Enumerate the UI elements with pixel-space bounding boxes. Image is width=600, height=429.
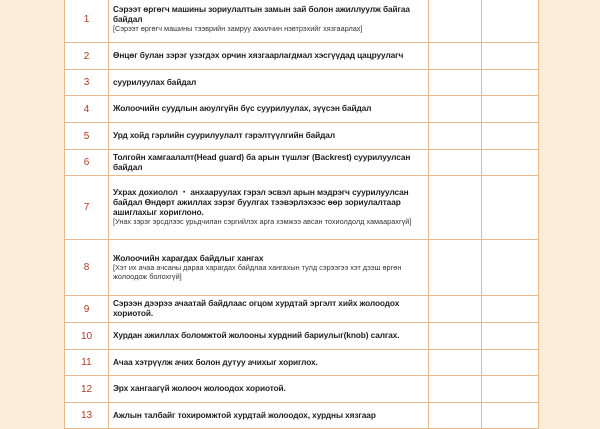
remark-cell[interactable] bbox=[482, 240, 539, 296]
item-description-cell bbox=[109, 350, 429, 376]
item-text: Хурдан ажиллах боломжтой жолооны хурдний бариулыг(knob) салгах. bbox=[113, 330, 400, 341]
item-description-cell bbox=[109, 43, 429, 70]
item-text: Урд хойд гэрлийн суурилуулалт гэрэлтүүлгийн байдал bbox=[113, 130, 335, 141]
item-description-cell bbox=[109, 240, 429, 296]
remark-cell[interactable] bbox=[482, 150, 539, 176]
item-text: Ажлын талбайг тохиромжтой хурдтай жолоодох, хурдны хязгаар bbox=[113, 409, 376, 420]
check-cell[interactable] bbox=[429, 350, 482, 376]
check-cell[interactable] bbox=[429, 0, 482, 43]
item-description-cell bbox=[109, 403, 429, 429]
item-description-cell bbox=[109, 176, 429, 240]
item-description-cell bbox=[109, 296, 429, 323]
item-description-cell bbox=[109, 123, 429, 150]
item-number: 6 bbox=[65, 150, 109, 176]
checklist-row bbox=[65, 296, 539, 323]
item-description-cell bbox=[109, 323, 429, 350]
remark-cell[interactable] bbox=[482, 376, 539, 403]
item-number: 11 bbox=[65, 350, 109, 376]
item-description-cell bbox=[109, 70, 429, 96]
check-cell[interactable] bbox=[429, 150, 482, 176]
check-cell[interactable] bbox=[429, 176, 482, 240]
item-number: 9 bbox=[65, 296, 109, 323]
remark-cell[interactable] bbox=[482, 350, 539, 376]
checklist-row bbox=[65, 403, 539, 429]
item-text: Сэрээт өргөгч машины зориулалтын замын зай болон ажиллуулж байгаа байдал bbox=[113, 3, 410, 24]
item-number: 10 bbox=[65, 323, 109, 350]
check-cell[interactable] bbox=[429, 96, 482, 123]
checklist-row bbox=[65, 96, 539, 123]
check-cell[interactable] bbox=[429, 376, 482, 403]
check-cell[interactable] bbox=[429, 323, 482, 350]
item-number: 8 bbox=[65, 240, 109, 296]
item-text: Эрх хангаагүй жолооч жолоодох хориотой. bbox=[113, 383, 286, 394]
item-description-cell bbox=[109, 0, 429, 43]
item-number: 4 bbox=[65, 96, 109, 123]
item-text: суурилуулах байдал bbox=[113, 76, 197, 87]
checklist-row bbox=[65, 43, 539, 70]
checklist-table bbox=[64, 0, 539, 429]
remark-cell[interactable] bbox=[482, 323, 539, 350]
item-number: 13 bbox=[65, 403, 109, 429]
checklist-row bbox=[65, 323, 539, 350]
item-number: 12 bbox=[65, 376, 109, 403]
checklist-row bbox=[65, 123, 539, 150]
check-cell[interactable] bbox=[429, 240, 482, 296]
item-text: Ухрах дохиолол ・ анхааруулах гэрэл эсвэл арын мэдрэгч суурилуулсан байдал Өндөрт ажиллах зэрэг буулгах тээвэрлэхээс өөр зориулалтаар ашиглахыг хориглоно. bbox=[113, 187, 409, 217]
item-number: 1 bbox=[65, 0, 109, 43]
remark-cell[interactable] bbox=[482, 296, 539, 323]
check-cell[interactable] bbox=[429, 43, 482, 70]
item-description-cell bbox=[109, 150, 429, 176]
check-cell[interactable] bbox=[429, 123, 482, 150]
remark-cell[interactable] bbox=[482, 0, 539, 43]
remark-cell[interactable] bbox=[482, 96, 539, 123]
item-note: [Хэт их ачаа ачсаны дараа харагдах байдлаа хангахын тулд сэрээгээ хэт дээш өргөн жолоодож болохгүй] bbox=[113, 263, 402, 281]
item-description-cell bbox=[109, 376, 429, 403]
remark-cell[interactable] bbox=[482, 403, 539, 429]
item-description-cell bbox=[109, 96, 429, 123]
checklist-row bbox=[65, 350, 539, 376]
item-text: Ачаа хэтрүүлж ачих болон дутуу ачихыг хориглох. bbox=[113, 356, 318, 367]
remark-cell[interactable] bbox=[482, 43, 539, 70]
item-text: Жолоочийн харагдах байдлыг хангах bbox=[113, 252, 264, 263]
check-cell[interactable] bbox=[429, 70, 482, 96]
check-cell[interactable] bbox=[429, 403, 482, 429]
item-text: Жолоочийн суудлын аюулгүйн бүс суурилуулах, зүүсэн байдал bbox=[113, 103, 372, 114]
item-number: 3 bbox=[65, 70, 109, 96]
item-number: 5 bbox=[65, 123, 109, 150]
item-number: 7 bbox=[65, 176, 109, 240]
checklist-row bbox=[65, 70, 539, 96]
checklist-row bbox=[65, 150, 539, 176]
item-note: [Унах зэрэг эрсдлээс урьдчилан сэргийлэх арга хэмжээ авсан тохиолдолд хамаарахгүй] bbox=[113, 217, 412, 227]
check-cell[interactable] bbox=[429, 296, 482, 323]
remark-cell[interactable] bbox=[482, 176, 539, 240]
item-text: Толгойн хамгаалалт(Head guard) ба арын түшлэг (Backrest) суурилуулсан байдал bbox=[113, 151, 411, 172]
item-number: 2 bbox=[65, 43, 109, 70]
item-note: [Сэрээт өргөгч машины тээврийн замруу ажилчин нэвтрэхийг хязгаарлах] bbox=[113, 24, 363, 34]
checklist-rows bbox=[65, 0, 539, 429]
checklist-row bbox=[65, 176, 539, 240]
remark-cell[interactable] bbox=[482, 70, 539, 96]
checklist-row bbox=[65, 240, 539, 296]
checklist-row bbox=[65, 376, 539, 403]
checklist-row bbox=[65, 0, 539, 43]
remark-cell[interactable] bbox=[482, 123, 539, 150]
item-text: Өнцөг булан зэрэг үзэгдэх орчин хязгаарлагдмал хэсгүүдад цацруулагч bbox=[113, 50, 404, 61]
item-text: Сэрээн дээрээ ачаатай байдлаас огцом хурдтай эргэлт хийх жолоодох хориотой. bbox=[113, 298, 400, 318]
